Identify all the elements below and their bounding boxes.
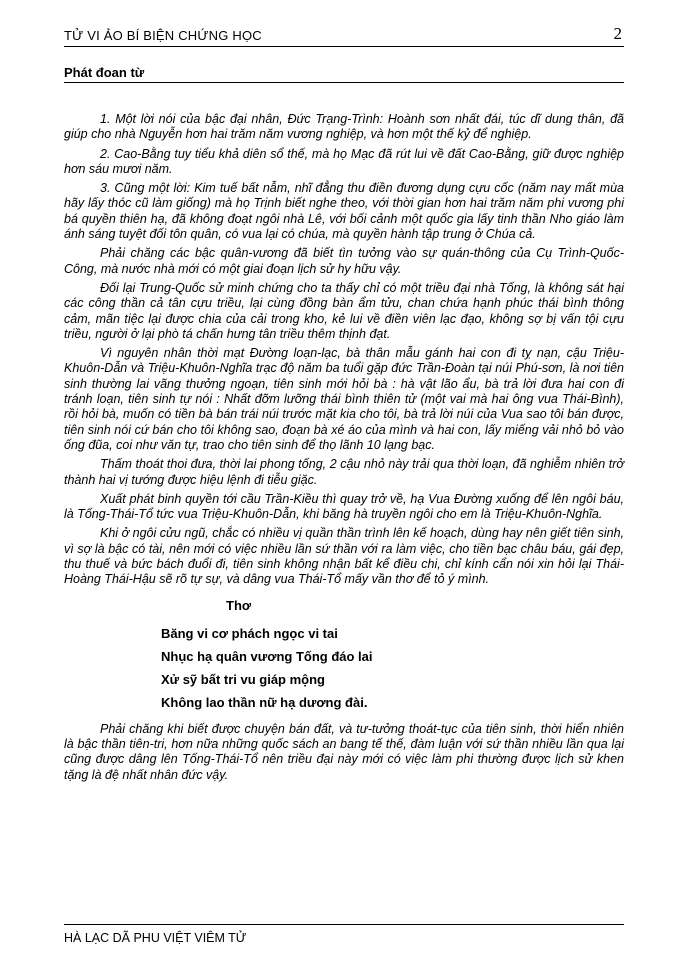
paragraph: Vì nguyên nhân thời mạt Đường loạn-lạc, bà thân mẫu gánh hai con đi tỵ nạn, cậu Triệu-Khuôn-Dẫn và Triệu-Khuôn-Nghĩa trạc độ năm ba tuổi gặp đức Trần-Đoàn tại núi Phú-sơn, là nơi tiên sinh thường lai vãng thưởng ngoạn, tiên sinh mới hỏi bà : hà vật lão ẩu, bà trả lời đưa hai con đi tránh loạn, tiên sinh tự nói : Nhất đỡm lưỡng thái bình thiên tử (một vai mà hai ông vua Thái-Bình), rồi hỏi bà, muốn có tiền bà bán trái núi trước mặt kia cho tôi, bà trả lời núi của Vua sao tôi bán được, tiên sinh nói cứ bán cho tôi không sao, đoạn bà xé áo của mình và hai con, lấy miếng vải nhỏ bỏ vào ống đũa, coi như văn tự, trao cho tiên sinh để thọ lãnh 10 lạng bạc. bbox=[64, 346, 624, 452]
paragraph: Đối lại Trung-Quốc sử minh chứng cho ta thấy chỉ có một triều đại nhà Tống, là không sát hại các công thần cả tân cựu triều, lại cùng đồng bàn ẩm tửu, chan chứa hạnh phúc thái bình thông cảm, mãn tiệc lại được chia của cải trong kho, kẻ lui về điền viên lạc đạo, không sợ bị vấn tội cựu triều, người ở lại phò tá chấn hưng tân triều thêm thịnh đạt. bbox=[64, 280, 624, 341]
paragraph: 1. Một lời nói của bậc đại nhân, Đức Trạng-Trình: Hoành sơn nhất đái, túc dĩ dung thân, đã giúp cho nhà Nguyễn hơn hai trăm năm vương nghiệp, và hơn một thế kỷ để nghiệp. bbox=[64, 112, 624, 142]
page-header bbox=[64, 24, 624, 47]
poem-line: Nhục hạ quân vương Tống đáo lai bbox=[161, 648, 373, 664]
paragraph: Khi ở ngôi cửu ngũ, chắc có nhiều vị quần thần trình lên kế hoạch, dùng hay nên giết tiên sinh, vì sợ là bậc có tài, nên mới có việc nhiều lần sứ thần với ra làm việc, cho tiền bạc châu báu, gái đẹp, thu thuế và bức bách đuổi đi, tiên sinh không nhận bất kể điều chi, chỉ kính cẩn nói xin hỏi lại Thái-Hoàng Thái-Hậu sẽ rõ tự sự, và dâng vua Thái-Tổ mấy vần thơ để tỏ ý mình. bbox=[64, 526, 624, 587]
book-title: TỬ VI ẢO BÍ BIỆN CHỨNG HỌC bbox=[64, 28, 262, 43]
poem-line: Không lao thần nữ hạ dương đài. bbox=[161, 694, 368, 710]
author-name: HÀ LẠC DÃ PHU VIỆT VIÊM TỬ bbox=[64, 931, 247, 945]
poem-title: Thơ bbox=[226, 597, 252, 613]
poem-line: Xử sỹ bất tri vu giáp mộng bbox=[161, 671, 325, 687]
paragraph: Xuất phát binh quyền tới cầu Trần-Kiều thì quay trở về, hạ Vua Đường xuống để lên ngôi báu, là Tống-Thái-Tổ tức vua Triệu-Khuôn-Dẫn, khi băng hà truyền ngôi cho em là Triệu-Khuôn-Nghĩa. bbox=[64, 491, 624, 522]
paragraph: 3. Cũng một lời: Kim tuế bất nẫm, nhĩ đẳng thu điền đương dụng cựu cốc (năm nay mất mùa hãy lấy thóc cũ làm giống) mà họ Trịnh biết nghe theo, với thời gian hơn hai trăm năm phi vương phi bá quyền thiên hạ, đã không đoạt ngôi nhà Lê, với bối cảnh một quốc gia lấy tinh thần Nho giáo làm ánh sáng tuyệt đối tôn quân, có vua lại có chúa, mà quyền hành tập trung ở Chúa cả. bbox=[64, 181, 624, 242]
paragraph: 2. Cao-Bằng tuy tiểu khả diên sổ thế, mà họ Mạc đã rút lui về đất Cao-Bằng, giữ được nghiệp hơn sáu mươi năm. bbox=[64, 146, 624, 176]
poem bbox=[64, 596, 624, 714]
paragraph: Thấm thoát thoi đưa, thời lai phong tống, 2 cậu nhỏ này trải qua thời loạn, đã nghiễm nhiên trở thành hai vị tướng được hiệu lệnh đi tiễu giặc. bbox=[64, 457, 624, 487]
page-footer bbox=[64, 924, 624, 949]
section-title: Phát đoan từ bbox=[64, 65, 145, 80]
document-body bbox=[64, 112, 624, 787]
closing-paragraph: Phải chăng khi biết được chuyện bán đất, và tư-tưởng thoát-tục của tiên sinh, thời hiển nhiên là bậc thần tiên-tri, hơn nữa những quốc sách an bang tế thế, đàm luận với sứ thần nhiều lần qua lại cũng được dâng lên Tống-Thái-Tổ nên triều đại này mới có việc làm phi thường được lịch sử khen tặng là đệ nhất nhân đức vậy. bbox=[64, 721, 624, 782]
paragraph: Phải chăng các bậc quân-vương đã biết tìn tưởng vào sự quán-thông của Cụ Trình-Quốc-Công, mà nước nhà mới có một giai đoạn lịch sử hy hữu vậy. bbox=[64, 246, 624, 276]
poem-line: Băng vi cơ phách ngọc vi tai bbox=[161, 625, 338, 641]
page-number: 2 bbox=[613, 24, 622, 43]
section-heading bbox=[64, 62, 624, 83]
